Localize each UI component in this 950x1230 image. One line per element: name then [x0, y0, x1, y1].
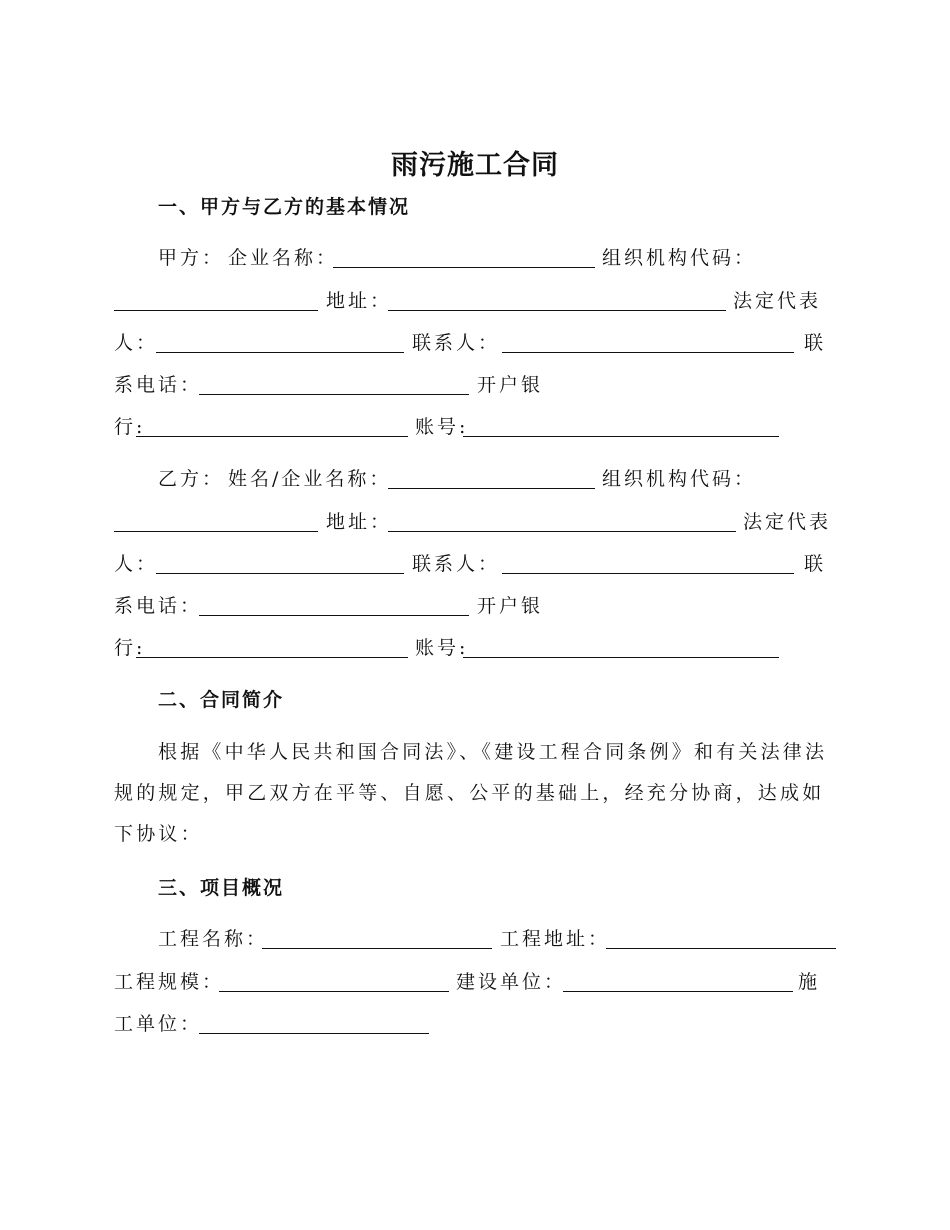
project-scale-label: 工程规模： — [114, 971, 225, 993]
project-scale-field[interactable] — [219, 991, 449, 992]
party-b-company-label: 姓名/企业名称： — [228, 468, 392, 490]
party-a-line-1 — [0, 243, 950, 273]
party-b-line-1 — [0, 464, 950, 494]
party-a-line-4 — [0, 370, 950, 400]
party-b-line-5 — [0, 633, 950, 663]
party-a-label: 甲方： — [158, 247, 225, 269]
party-b-phone-label: 联 — [804, 553, 827, 575]
party-b-line-2 — [0, 507, 950, 537]
party-a-contact-label: 联系人： — [412, 332, 501, 354]
contractor-label: 施 — [798, 971, 821, 993]
party-a-legal-rep-field[interactable] — [156, 352, 404, 353]
builder-label: 建设单位： — [456, 971, 567, 993]
party-a-org-code-field[interactable] — [114, 310, 318, 311]
contractor-label-cont: 工单位： — [114, 1013, 203, 1035]
party-b-label: 乙方： — [158, 468, 225, 490]
party-a-account-label: 账号: — [415, 416, 469, 438]
party-b-account-field[interactable] — [463, 657, 779, 658]
party-a-org-code-label: 组织机构代码： — [602, 247, 757, 269]
document-title: 雨污施工合同 — [391, 150, 559, 181]
party-a-contact-field[interactable] — [502, 352, 794, 353]
party-a-company-label: 企业名称： — [228, 247, 339, 269]
project-address-field[interactable] — [606, 948, 836, 949]
project-address-label: 工程地址： — [500, 928, 611, 950]
party-a-line-5 — [0, 412, 950, 442]
party-a-account-field[interactable] — [463, 436, 779, 437]
party-b-legal-rep-label: 法定代表 — [743, 511, 832, 533]
party-b-org-code-field[interactable] — [114, 531, 318, 532]
party-a-phone-field[interactable] — [199, 394, 469, 395]
party-b-contact-label: 联系人： — [412, 553, 501, 575]
party-a-bank-label-cont: 行: — [114, 416, 146, 438]
party-b-contact-field[interactable] — [502, 573, 794, 574]
party-b-phone-label-cont: 系电话： — [114, 595, 203, 617]
section-3-heading: 三、项目概况 — [158, 877, 285, 899]
project-line-3 — [0, 1009, 950, 1039]
party-a-company-field[interactable] — [333, 267, 595, 268]
party-b-phone-field[interactable] — [199, 615, 469, 616]
party-a-phone-label: 联 — [804, 332, 827, 354]
project-line-2 — [0, 967, 950, 997]
party-a-bank-label: 开户银 — [477, 374, 544, 396]
party-a-line-3 — [0, 328, 950, 358]
party-b-address-field[interactable] — [388, 531, 736, 532]
contractor-field[interactable] — [199, 1033, 429, 1034]
section-2-heading: 二、合同简介 — [158, 689, 285, 711]
party-b-bank-label: 开户银 — [477, 595, 544, 617]
party-b-company-field[interactable] — [388, 488, 595, 489]
party-a-legal-rep-label-cont: 人： — [114, 332, 159, 354]
project-name-label: 工程名称： — [158, 928, 269, 950]
party-b-account-label: 账号: — [415, 637, 469, 659]
party-a-line-2 — [0, 286, 950, 316]
builder-field[interactable] — [563, 991, 793, 992]
party-b-org-code-label: 组织机构代码： — [602, 468, 757, 490]
party-a-legal-rep-label: 法定代表 — [733, 290, 822, 312]
section-1-heading: 一、甲方与乙方的基本情况 — [158, 196, 411, 218]
party-a-address-field[interactable] — [388, 310, 726, 311]
party-b-bank-field[interactable] — [136, 657, 408, 658]
party-a-address-label: 地址： — [326, 290, 393, 312]
party-b-legal-rep-label-cont: 人： — [114, 553, 159, 575]
party-a-phone-label-cont: 系电话： — [114, 374, 203, 396]
project-name-field[interactable] — [262, 948, 492, 949]
party-b-bank-label-cont: 行: — [114, 637, 146, 659]
contract-intro-paragraph: 根据《中华人民共和国合同法》、《建设工程合同条例》和有关法律法规的规定，甲乙双方在平等、自愿、公平的基础上，经充分协商，达成如下协议： — [114, 741, 828, 845]
party-b-line-4 — [0, 591, 950, 621]
party-b-legal-rep-field[interactable] — [156, 573, 404, 574]
project-line-1 — [0, 924, 950, 954]
party-a-bank-field[interactable] — [136, 436, 408, 437]
party-b-address-label: 地址： — [326, 511, 393, 533]
party-b-line-3 — [0, 549, 950, 579]
